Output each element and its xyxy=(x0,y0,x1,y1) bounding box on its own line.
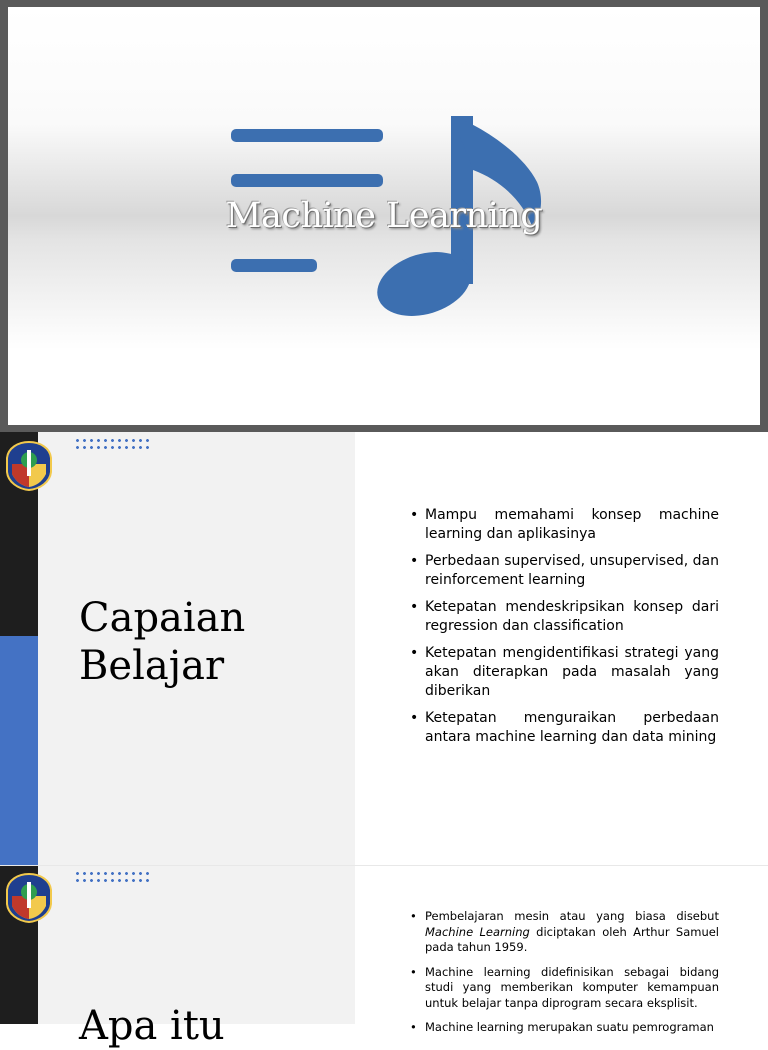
decorative-dots xyxy=(74,437,150,451)
list-item: • Ketepatan mendeskripsikan konsep dari regression dan classification xyxy=(410,599,719,634)
title-panel xyxy=(38,866,355,1024)
learning-outcomes-list xyxy=(410,506,719,755)
university-logo xyxy=(4,440,54,492)
list-item: • Ketepatan mengidentifikasi strategi yang akan diterapkan pada masalah yang diberikan xyxy=(410,645,719,699)
list-item: • Mampu memahami konsep machine learning dan aplikasinya xyxy=(410,507,719,542)
decorative-dots xyxy=(74,870,150,884)
slide-1-title: Machine Learning xyxy=(225,196,543,236)
title-line-2: Belajar xyxy=(79,643,225,689)
university-logo xyxy=(4,872,54,924)
slide-2-title xyxy=(79,594,245,690)
list-item: • Ketepatan menguraikan perbedaan antara machine learning dan data mining xyxy=(410,710,719,745)
title-line-1: Capaian xyxy=(79,595,246,641)
slide-3-title: Apa itu xyxy=(79,1003,225,1049)
side-bar-blue xyxy=(0,636,38,865)
definition-list xyxy=(410,909,719,1045)
slide-1 xyxy=(0,0,768,432)
list-item: • Pembelajaran mesin atau yang biasa disebut Machine Learning diciptakan oleh Arthur Samuel pada tahun 1959. xyxy=(410,909,719,954)
list-item: • Perbedaan supervised, unsupervised, dan reinforcement learning xyxy=(410,553,719,588)
list-item: • Machine learning didefinisikan sebagai bidang studi yang memberikan komputer kemampuan untuk belajar tanpa diprogram secara eksplisit. xyxy=(410,964,719,1010)
list-item: • Machine learning merupakan suatu pemrograman xyxy=(410,1020,714,1034)
